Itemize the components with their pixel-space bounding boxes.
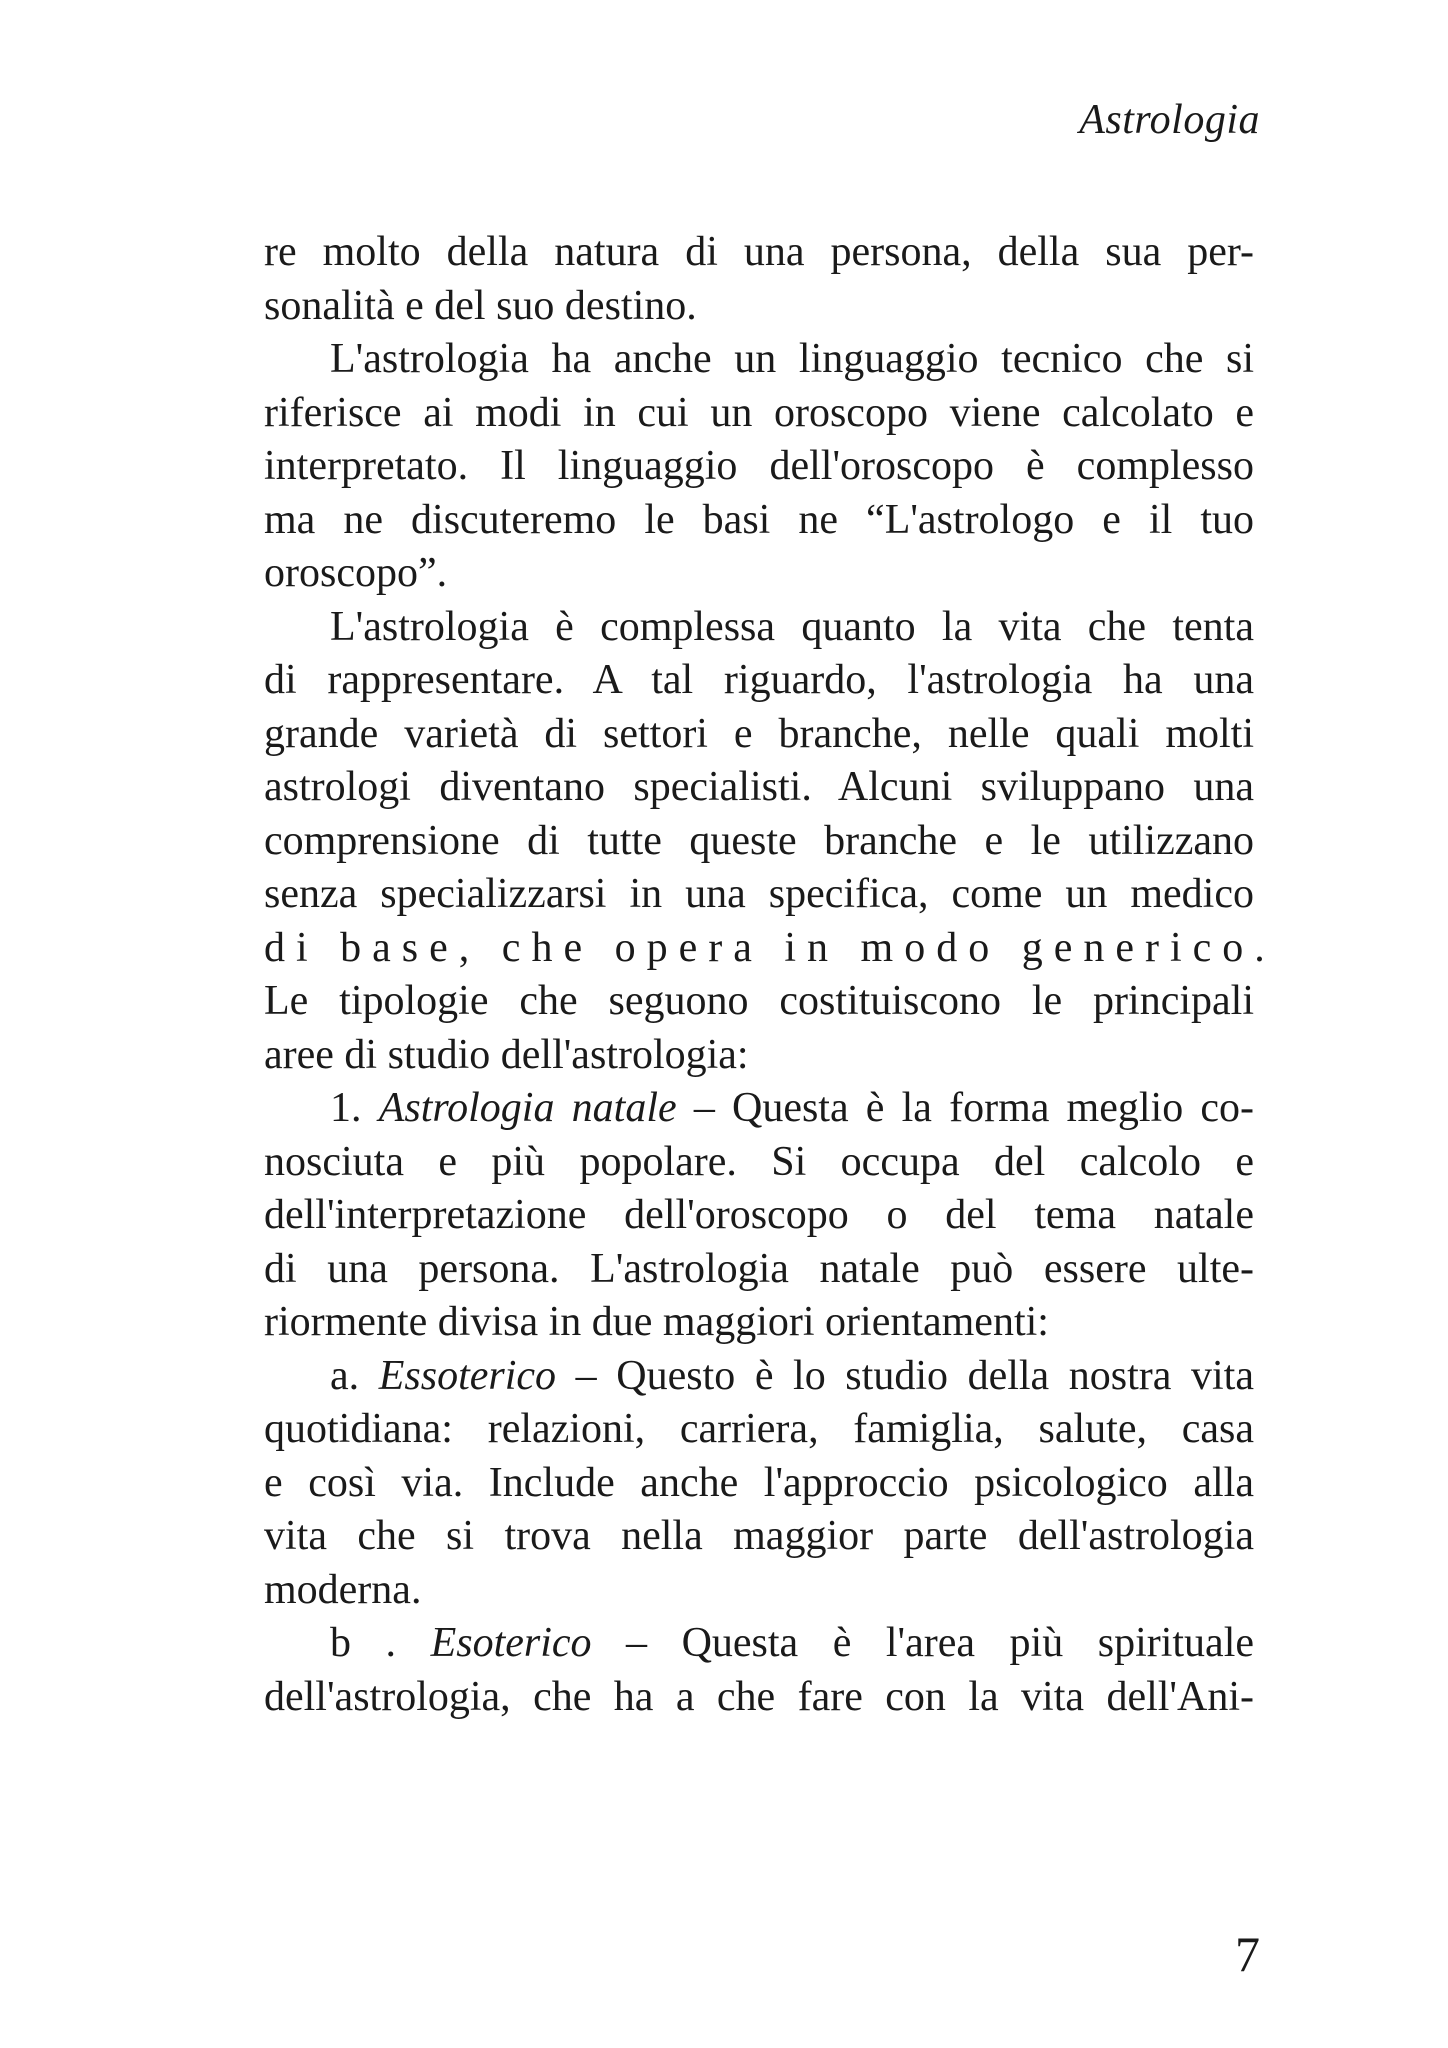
- page-body-text: [264, 226, 1276, 1724]
- text-line: grande varietà di settori e branche, nelle quali molti: [264, 710, 1254, 757]
- text-line: aree di studio dell'astrologia:: [264, 1031, 749, 1078]
- text-line: dell'interpretazione dell'oroscopo o del tema natale: [264, 1192, 1254, 1238]
- text-line: sonalità e del suo destino.: [264, 282, 697, 329]
- text-line: riferisce ai modi in cui un oroscopo viene calcolato e: [264, 389, 1254, 436]
- text-line: nosciuta e più popolare. Si occupa del calcolo e: [264, 1138, 1254, 1185]
- list-marker: b .: [330, 1620, 397, 1666]
- text-line: astrologi diventano specialisti. Alcuni sviluppano una: [264, 764, 1254, 810]
- list-marker: 1.: [330, 1085, 362, 1131]
- text-line: interpretato. Il linguaggio dell'oroscopo è complesso: [264, 443, 1254, 489]
- list-marker: a.: [330, 1352, 360, 1399]
- list-item-esoteric: [264, 1617, 1254, 1671]
- list-item-text: – Questa è la forma meglio co-: [676, 1085, 1255, 1131]
- text-line: dell'astrologia, che ha a che fare con la vita dell'Ani-: [264, 1673, 1254, 1720]
- paragraph-start-line: L'astrologia è complessa quanto la vita che tenta: [330, 603, 1254, 650]
- text-line: senza specializzarsi in una specifica, come un medico: [264, 871, 1254, 917]
- text-line: di rappresentare. A tal riguardo, l'astrologia ha una: [264, 657, 1254, 703]
- text-line: ma ne discuteremo le basi ne “L'astrologo e il tuo: [264, 496, 1254, 543]
- list-item-natal-astrology: [264, 1082, 1254, 1136]
- page-number: 7: [1235, 1926, 1260, 1982]
- list-term: Essoterico: [378, 1352, 557, 1399]
- text-line: riormente divisa in due maggiori orientamenti:: [264, 1299, 1049, 1345]
- text-line: re molto della natura di una persona, della sua per-: [264, 229, 1254, 275]
- text-line: comprensione di tutte queste branche e le utilizzano: [264, 817, 1254, 864]
- text-line: quotidiana: relazioni, carriera, famiglia, salute, casa: [264, 1406, 1254, 1452]
- running-header: Astrologia: [1079, 97, 1260, 143]
- list-item-text: – Questa è l'area più spirituale: [591, 1620, 1255, 1666]
- text-line: oroscopo”.: [264, 550, 448, 596]
- paragraph-start-line: L'astrologia ha anche un linguaggio tecnico che si: [330, 336, 1254, 382]
- text-line: di una persona. L'astrologia natale può essere ulte-: [264, 1245, 1254, 1292]
- list-term: Astrologia natale: [378, 1085, 677, 1131]
- list-item-text: – Questo è lo studio della nostra vita: [556, 1352, 1254, 1399]
- text-line: di base, che opera in modo generico.: [264, 924, 1276, 971]
- text-line: vita che si trova nella maggior parte dell'astrologia: [264, 1513, 1254, 1559]
- text-line: moderna.: [264, 1566, 422, 1613]
- text-line: e così via. Include anche l'approccio psicologico alla: [264, 1459, 1254, 1506]
- text-line: Le tipologie che seguono costituiscono le principali: [264, 978, 1254, 1024]
- list-item-exoteric: [264, 1350, 1254, 1404]
- list-term: Esoterico: [430, 1620, 592, 1666]
